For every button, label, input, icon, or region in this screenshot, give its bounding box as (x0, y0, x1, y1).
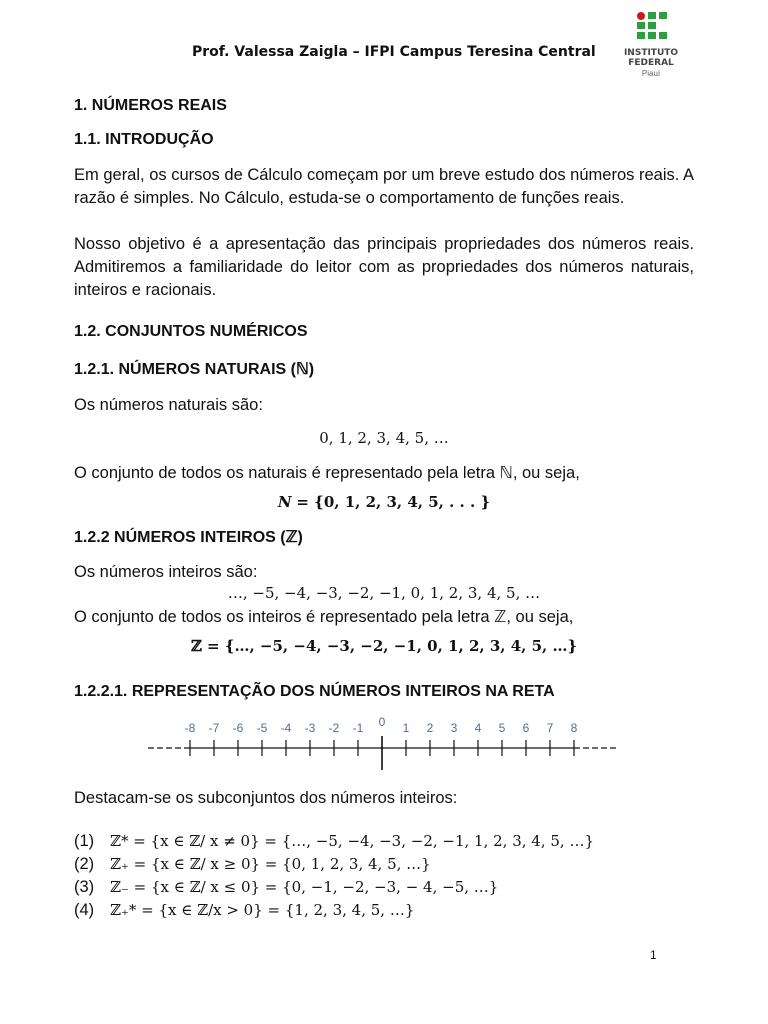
logo-grid-icon (637, 12, 667, 44)
tick-label-2: 2 (426, 721, 434, 735)
naturais-desc: O conjunto de todos os naturais é representado pela letra ℕ, ou seja, (74, 464, 580, 482)
subsets-intro: Destacam-se os subconjuntos dos números inteiros: (74, 789, 458, 807)
inteiros-desc: O conjunto de todos os inteiros é representado pela letra ℤ, ou seja, (74, 608, 574, 626)
tick-label--2: -2 (328, 721, 340, 735)
section-title-introducao: 1.1. INTRODUÇÃO (74, 131, 214, 148)
subset-number: (1) (74, 832, 95, 850)
logo-text-federal: FEDERAL (628, 58, 674, 68)
section-title-conjuntos: 1.2. CONJUNTOS NUMÉRICOS (74, 323, 308, 340)
page-header: Prof. Valessa Zaigla – IFPI Campus Teresina Central (192, 44, 596, 60)
section-title-reta: 1.2.2.1. REPRESENTAÇÃO DOS NÚMEROS INTEIROS NA RETA (74, 683, 555, 700)
inteiros-set: ℤ = {…, −5, −4, −3, −2, −1, 0, 1, 2, 3, 4, 5, …} (190, 637, 578, 655)
tick-label-3: 3 (450, 721, 458, 735)
logo-text-instituto: INSTITUTO (623, 48, 679, 58)
page-number: 1 (650, 948, 657, 962)
tick-label--5: -5 (256, 721, 268, 735)
tick-label-6: 6 (522, 721, 530, 735)
tick-label--6: -6 (232, 721, 244, 735)
tick-label-8: 8 (570, 721, 578, 735)
naturais-intro: Os números naturais são: (74, 396, 263, 414)
subset-item-2 (74, 855, 431, 874)
tick-label--1: -1 (352, 721, 364, 735)
tick-label--3: -3 (304, 721, 316, 735)
subset-item-1 (74, 832, 594, 851)
section-title-naturais: 1.2.1. NÚMEROS NATURAIS (ℕ) (74, 361, 315, 378)
subset-expression: ℤ₊* = {x ∈ ℤ/x > 0} = {1, 2, 3, 4, 5, …} (110, 901, 415, 919)
subset-expression: ℤ₋ = {x ∈ ℤ/ x ≤ 0} = {0, −1, −2, −3, − 4, −5, …} (110, 878, 499, 896)
tick-label--4: -4 (280, 721, 292, 735)
ifpi-logo (618, 10, 684, 90)
tick-label-0: 0 (378, 715, 386, 729)
tick-label-7: 7 (546, 721, 554, 735)
intro-paragraph-2: Nosso objetivo é a apresentação das principais propriedades dos números reais. Admitiremos a familiaridade do leitor com as propriedades dos números naturais, inteiros e racionais. (74, 235, 694, 299)
tick-label-4: 4 (474, 721, 482, 735)
naturais-set-rhs: = {0, 1, 2, 3, 4, 5, . . . } (296, 493, 491, 511)
tick-label-5: 5 (498, 721, 506, 735)
tick-label-1: 1 (402, 721, 410, 735)
intro-paragraph-1: Em geral, os cursos de Cálculo começam por um breve estudo dos números reais. A razão é simples. No Cálculo, estuda-se o comportamento de funções reais. (74, 166, 694, 207)
naturais-set (0, 493, 768, 511)
integer-number-line (148, 714, 618, 774)
naturais-set-lhs: N (277, 493, 292, 511)
subset-number: (4) (74, 901, 95, 919)
inteiros-list: …, −5, −4, −3, −2, −1, 0, 1, 2, 3, 4, 5, … (227, 584, 541, 602)
subset-expression: ℤ* = {x ∈ ℤ/ x ≠ 0} = {…, −5, −4, −3, −2, −1, 1, 2, 3, 4, 5, …} (110, 832, 594, 850)
subset-number: (3) (74, 878, 95, 896)
section-title-numeros-reais: 1. NÚMEROS REAIS (74, 97, 227, 114)
tick-label--7: -7 (208, 721, 220, 735)
tick-label--8: -8 (184, 721, 196, 735)
subset-item-4 (74, 901, 414, 920)
subset-item-3 (74, 878, 498, 897)
inteiros-intro: Os números inteiros são: (74, 563, 258, 581)
naturais-list: 0, 1, 2, 3, 4, 5, … (319, 429, 449, 447)
subset-number: (2) (74, 855, 95, 873)
logo-text-piaui: Piauí (641, 69, 661, 78)
section-title-inteiros: 1.2.2 NÚMEROS INTEIROS (ℤ) (74, 529, 303, 546)
subset-expression: ℤ₊ = {x ∈ ℤ/ x ≥ 0} = {0, 1, 2, 3, 4, 5, …} (110, 855, 431, 873)
